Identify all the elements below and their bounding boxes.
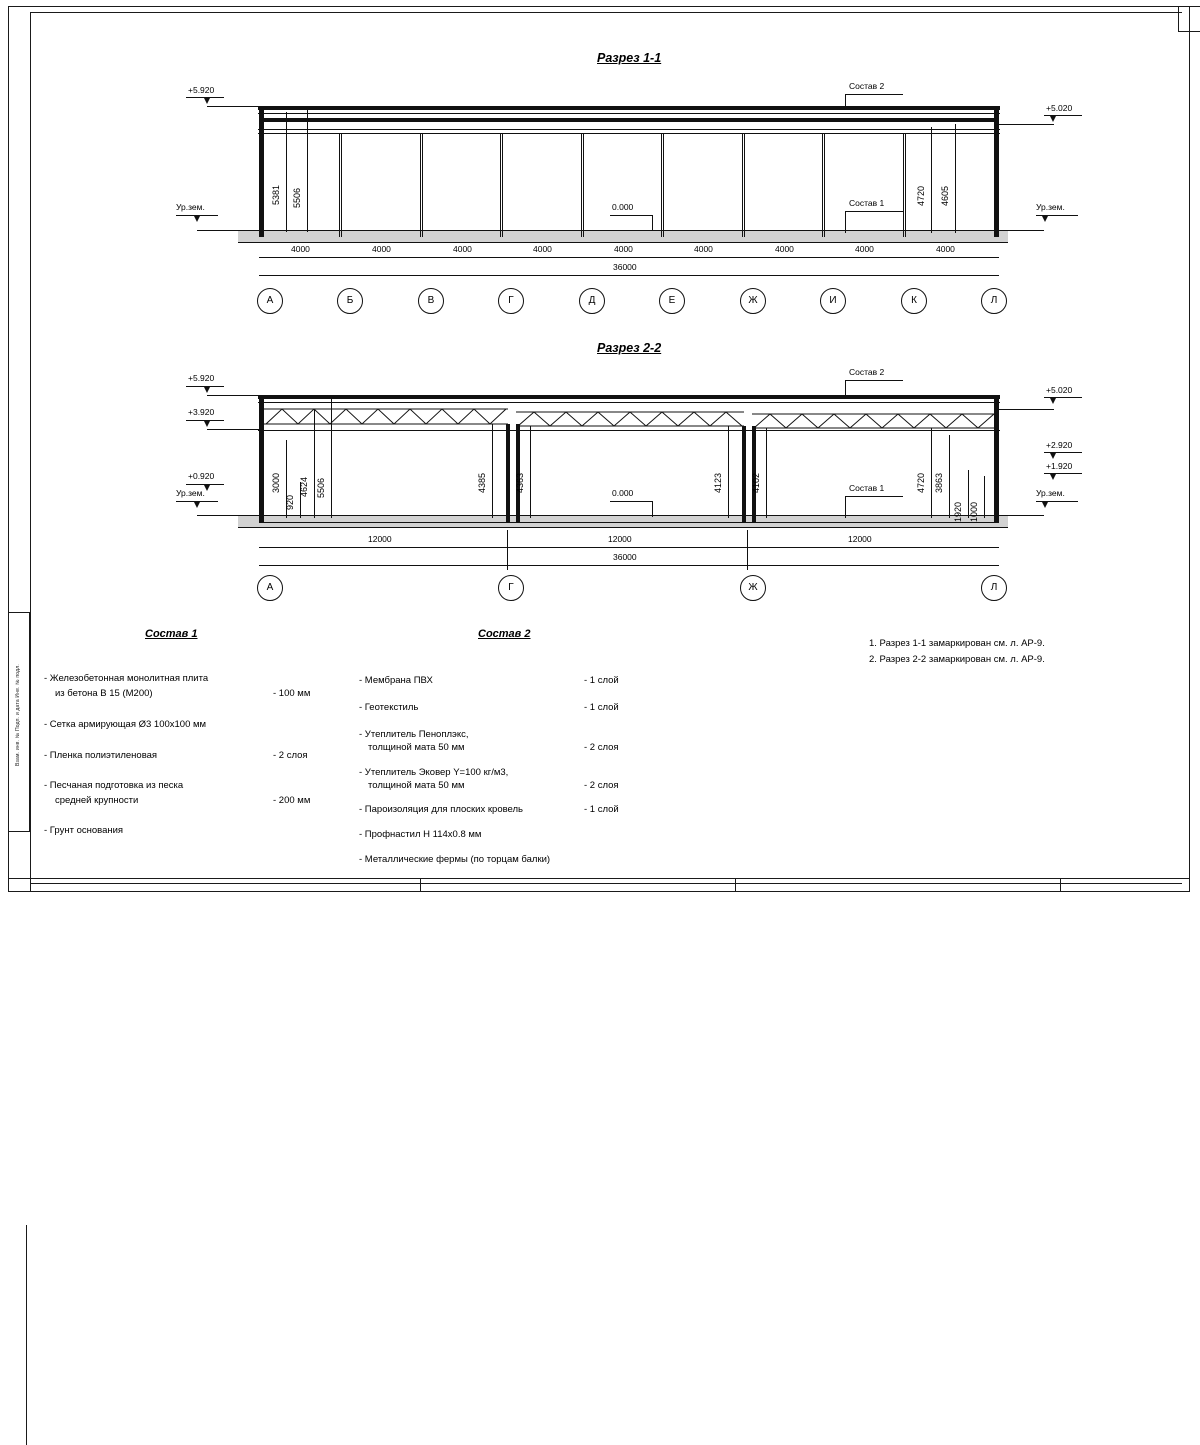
vdim-line-2-4	[492, 424, 493, 518]
level-arrow-2-right-2	[1050, 474, 1056, 480]
sheet-side-label: Взам. инв. № Подп. и дата Инв. № подл.	[15, 664, 21, 766]
vdim-2-0: 3000	[271, 472, 281, 493]
axis-bubble-ZH: Ж	[740, 288, 766, 314]
spec2-title: Состав 2	[478, 628, 531, 640]
callout-2-sostav1: Состав 1	[849, 483, 885, 493]
spec2-item-2-qty: - 2 слоя	[584, 742, 619, 753]
ground-line-top-2	[238, 515, 1008, 516]
sheet-left-stamp-strip	[8, 612, 30, 832]
callout-1-sostav1-line	[845, 211, 903, 212]
span-dim-1-7: 4000	[855, 244, 874, 254]
axis-bubble-D: Д	[579, 288, 605, 314]
dimchain-total-2	[259, 565, 999, 566]
callout-1-sostav2-leader	[845, 94, 846, 108]
zero-label-2: 0.000	[612, 488, 634, 498]
column-2-G	[506, 424, 510, 522]
axis-bubble-E: Е	[659, 288, 685, 314]
dimchain-2-tick-ZH	[747, 530, 748, 570]
vdim-1-0: 5381	[271, 184, 281, 205]
vdim-line-2-3	[331, 398, 332, 518]
level-leader-2-left-3	[197, 515, 259, 516]
axis-bubble-K: К	[901, 288, 927, 314]
zero-line-1	[610, 215, 652, 216]
span-dim-1-6: 4000	[775, 244, 794, 254]
floor-line-2	[259, 522, 999, 523]
vdim-2-1: 920	[285, 494, 295, 510]
spec1-item-3-text: - Песчаная подготовка из песка	[44, 780, 184, 791]
callout-2-sostav2: Состав 2	[849, 367, 885, 377]
level-arrow-1-left-1	[194, 216, 200, 222]
total-dim-1: 36000	[613, 262, 637, 272]
callout-1-sostav2: Состав 2	[849, 81, 885, 91]
level-leader-2-right-0	[999, 409, 1054, 410]
column-1-G2	[502, 133, 503, 237]
vdim-line-2-5	[530, 426, 531, 518]
level-label-2-right-2: +1.920	[1046, 461, 1073, 471]
vdim-line-2-6	[728, 426, 729, 518]
level-label-1-right-1: Ур.зем.	[1036, 202, 1065, 212]
level-arrow-2-right-0	[1050, 398, 1056, 404]
callout-2-sostav2-line	[845, 380, 903, 381]
level-arrow-2-left-3	[194, 502, 200, 508]
sheet-bottom-tick	[735, 878, 736, 892]
spec1-item-1-text: - Сетка армирующая Ø3 100х100 мм	[44, 719, 207, 730]
vdim-2-10: 1920	[953, 501, 963, 522]
spec2-item-1-qty: - 1 слой	[584, 702, 619, 713]
axis-bubble-I: И	[820, 288, 846, 314]
spec2-item-2-text: - Утеплитель Пеноплэкс,	[359, 729, 469, 740]
vdim-2-8: 4720	[916, 472, 926, 493]
axis-bubble-2-ZH: Ж	[740, 575, 766, 601]
spec1-item-4-text: - Грунт основания	[44, 825, 124, 836]
roof-beam-1	[262, 118, 996, 122]
column-1-G	[500, 133, 501, 237]
vdim-2-7: 4102	[751, 472, 761, 493]
vdim-2-5: 4363	[515, 472, 525, 493]
vdim-line-1-2	[931, 127, 932, 233]
level-arrow-1-left-0	[204, 98, 210, 104]
spec1-item-0-text2: из бетона В 15 (М200)	[55, 688, 153, 699]
level-leader-2-left-1	[207, 429, 259, 430]
level-label-1-right-0: +5.020	[1046, 103, 1073, 113]
column-1-D	[581, 133, 582, 237]
note-1: 2. Разрез 2-2 замаркирован см. л. АР-9.	[869, 654, 1045, 665]
level-arrow-2-left-1	[204, 421, 210, 427]
section-1-1-title: Разрез 1-1	[597, 51, 662, 65]
section-2-2-title: Разрез 2-2	[597, 341, 662, 355]
level-leader-1-left-0	[207, 106, 259, 107]
note-0: 1. Разрез 1-1 замаркирован см. л. АР-9.	[869, 638, 1045, 649]
column-1-D2	[583, 133, 584, 237]
level-arrow-1-right-0	[1050, 116, 1056, 122]
level-arrow-2-left-0	[204, 387, 210, 393]
level-label-2-left-2: +0.920	[188, 471, 215, 481]
callout-2-sostav1-leader	[845, 496, 846, 518]
column-1-L	[994, 110, 999, 237]
span-dim-1-1: 4000	[372, 244, 391, 254]
roof-slab-2	[258, 395, 1000, 399]
vdim-2-4: 4385	[477, 472, 487, 493]
column-1-B	[339, 133, 340, 237]
span-dim-1-5: 4000	[694, 244, 713, 254]
ground-line-bottom-1	[238, 242, 1008, 243]
level-arrow-2-right-1	[1050, 453, 1056, 459]
dimchain-total-1	[259, 275, 999, 276]
column-1-I	[822, 133, 823, 237]
span-dim-1-4: 4000	[614, 244, 633, 254]
dimchain-1	[259, 257, 999, 258]
column-1-ZH2	[744, 133, 745, 237]
level-label-1-left-0: +5.920	[188, 85, 215, 95]
axis-bubble-G: Г	[498, 288, 524, 314]
level-arrow-2-left-2	[204, 485, 210, 491]
spec1-item-3-text2: средней крупности	[55, 795, 139, 806]
column-1-V	[420, 133, 421, 237]
zero-line-2	[610, 501, 652, 502]
vdim-1-3: 4605	[940, 185, 950, 206]
level-label-1-left-1: Ур.зем.	[176, 202, 205, 212]
spec1-title: Состав 1	[145, 628, 198, 640]
vdim-2-9: 3863	[934, 472, 944, 493]
level-leader-1-left-1	[197, 230, 259, 231]
vdim-line-2-11	[984, 476, 985, 518]
total-dim-2: 36000	[613, 552, 637, 562]
spec2-item-2-text2: толщиной мата 50 мм	[368, 742, 465, 753]
spec2-item-4-text: - Пароизоляция для плоских кровель	[359, 804, 524, 815]
axis-bubble-2-L: Л	[981, 575, 1007, 601]
roof-underline-a-1	[258, 113, 1000, 114]
vdim-2-2: 4624	[299, 476, 309, 497]
span-dim-2-2: 12000	[848, 534, 872, 544]
dimchain-2	[259, 547, 999, 548]
level-leader-1-right-1	[999, 230, 1044, 231]
spec1-item-0-text: - Железобетонная монолитная плита	[44, 673, 209, 684]
axis-bubble-2-G: Г	[498, 575, 524, 601]
sheet-frame-inner	[30, 12, 1182, 884]
column-1-A	[259, 106, 264, 237]
sheet-corner-tab	[1178, 6, 1200, 32]
spec2-item-3-qty: - 2 слоя	[584, 780, 619, 791]
spec2-item-3-text2: толщиной мата 50 мм	[368, 780, 465, 791]
column-1-I2	[824, 133, 825, 237]
roof-underline-b-1	[258, 129, 1000, 130]
vdim-1-1: 5506	[292, 187, 302, 208]
zero-leader-2	[652, 501, 653, 517]
callout-1-sostav2-line	[845, 94, 903, 95]
level-leader-1-right-0	[999, 124, 1054, 125]
level-leader-2-right-3	[999, 515, 1044, 516]
column-1-E2	[663, 133, 664, 237]
sheet-bottom-tick	[420, 878, 421, 892]
span-dim-1-3: 4000	[533, 244, 552, 254]
column-1-ZH	[742, 133, 743, 237]
sheet-bottom-tick	[30, 878, 31, 892]
ground-band-2	[238, 515, 1008, 527]
axis-bubble-L: Л	[981, 288, 1007, 314]
axis-bubble-A: А	[257, 288, 283, 314]
column-1-K2	[905, 133, 906, 237]
sheet-left-stamp-divider	[16, 1225, 27, 1445]
dimchain-2-tick-G	[507, 530, 508, 570]
callout-1-sostav1: Состав 1	[849, 198, 885, 208]
vdim-2-6: 4123	[713, 472, 723, 493]
sheet-bottom-strip	[8, 878, 1190, 892]
level-label-2-left-3: Ур.зем.	[176, 488, 205, 498]
column-1-E	[661, 133, 662, 237]
spec2-item-0-qty: - 1 слой	[584, 675, 619, 686]
vdim-line-2-9	[949, 435, 950, 518]
column-2-ZH	[742, 426, 746, 522]
ground-line-top-1	[238, 230, 1008, 231]
column-1-B2	[341, 133, 342, 237]
vdim-line-1-3	[955, 124, 956, 233]
level-label-2-left-1: +3.920	[188, 407, 215, 417]
zero-leader-1	[652, 215, 653, 231]
level-label-2-right-1: +2.920	[1046, 440, 1073, 450]
roof-slab-1	[258, 106, 1000, 110]
callout-1-sostav1-leader	[845, 211, 846, 233]
spec1-item-0-qty: - 100 мм	[273, 688, 311, 699]
spec2-item-0-text: - Мембрана ПВХ	[359, 675, 433, 686]
ground-band-1	[238, 230, 1008, 242]
level-leader-2-left-0	[207, 395, 259, 396]
spec2-item-6-text: - Металлические фермы (по торцам балки)	[359, 854, 551, 865]
spec2-item-5-text: - Профнастил Н 114х0.8 мм	[359, 829, 482, 840]
level-arrow-2-right-3	[1042, 502, 1048, 508]
vdim-line-2-7	[766, 428, 767, 518]
spec1-item-3-qty: - 200 мм	[273, 795, 311, 806]
roof-underline-b-2	[258, 430, 1000, 431]
axis-bubble-V: В	[418, 288, 444, 314]
vdim-2-3: 5506	[316, 477, 326, 498]
vdim-line-2-8	[931, 428, 932, 518]
vdim-1-2: 4720	[916, 185, 926, 206]
column-2-A	[259, 395, 264, 522]
span-dim-2-1: 12000	[608, 534, 632, 544]
level-label-2-right-3: Ур.зем.	[1036, 488, 1065, 498]
level-arrow-1-right-1	[1042, 216, 1048, 222]
spec2-item-4-qty: - 1 слой	[584, 804, 619, 815]
span-dim-1-2: 4000	[453, 244, 472, 254]
level-label-2-right-0: +5.020	[1046, 385, 1073, 395]
zero-label-1: 0.000	[612, 202, 634, 212]
ground-line-bottom-2	[238, 527, 1008, 528]
vdim-2-11: 1000	[969, 501, 979, 522]
spec1-item-2-qty: - 2 слоя	[273, 750, 308, 761]
vdim-line-1-0	[286, 112, 287, 232]
column-2-L	[994, 399, 999, 522]
roof-underline-a-2	[258, 402, 1000, 403]
callout-2-sostav1-line	[845, 496, 903, 497]
column-1-V2	[422, 133, 423, 237]
span-dim-1-0: 4000	[291, 244, 310, 254]
roof-underline-c-1	[258, 133, 1000, 134]
callout-2-sostav2-leader	[845, 380, 846, 396]
vdim-line-2-2	[314, 410, 315, 518]
vdim-line-1-1	[307, 108, 308, 232]
spec2-item-1-text: - Геотекстиль	[359, 702, 419, 713]
span-dim-1-8: 4000	[936, 244, 955, 254]
spec2-item-3-text: - Утеплитель Эковер Y=100 кг/м3,	[359, 767, 509, 778]
spec1-item-2-text: - Пленка полиэтиленовая	[44, 750, 158, 761]
column-1-K	[903, 133, 904, 237]
sheet-bottom-tick	[1060, 878, 1061, 892]
span-dim-2-0: 12000	[368, 534, 392, 544]
axis-bubble-B: Б	[337, 288, 363, 314]
axis-bubble-2-A: А	[257, 575, 283, 601]
level-label-2-left-0: +5.920	[188, 373, 215, 383]
